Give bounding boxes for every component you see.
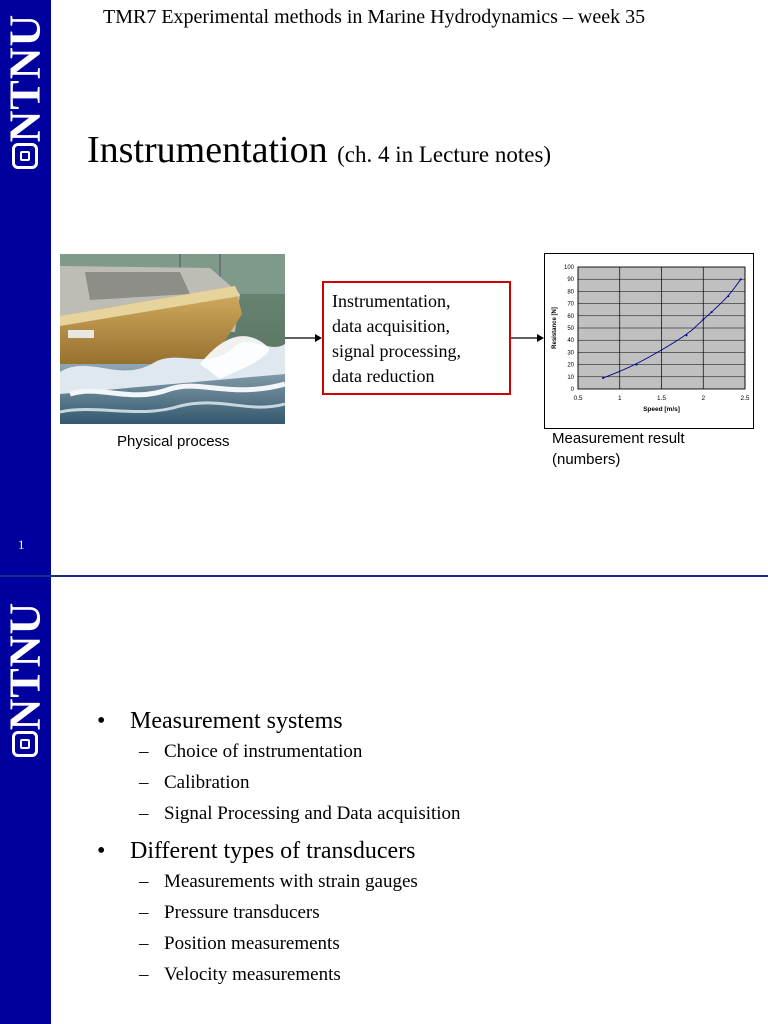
ship-model-image	[60, 254, 285, 424]
data-point	[711, 311, 713, 313]
physical-process-caption: Physical process	[117, 433, 230, 450]
process-line: Instrumentation,	[332, 291, 451, 311]
result-caption-line: (numbers)	[552, 451, 621, 468]
bullet-item: • Measurement systems	[97, 708, 461, 735]
ntnu-logo-text: NTNU	[0, 13, 50, 143]
data-point	[686, 334, 688, 336]
chart-svg	[545, 254, 753, 428]
x-axis-label: Speed [m/s]	[643, 406, 680, 413]
x-tick-label: 2.5	[740, 395, 750, 402]
process-line: data reduction	[332, 366, 435, 386]
ntnu-logo	[0, 0, 51, 160]
sub-bullet-item: – Measurements with strain gauges	[97, 871, 461, 902]
y-tick-label: 0	[570, 387, 574, 393]
y-tick-label: 20	[567, 362, 574, 369]
ntnu-logo-text: NTNU	[0, 601, 50, 731]
bullet-list	[97, 708, 461, 995]
ntnu-logo	[0, 588, 51, 748]
slide-title-sub: (ch. 4 in Lecture notes)	[337, 142, 552, 167]
x-tick-label: 1.5	[656, 395, 667, 402]
y-tick-label: 100	[563, 265, 574, 271]
y-tick-label: 80	[567, 289, 574, 296]
ntnu-sidebar	[0, 0, 51, 576]
data-point	[740, 278, 742, 280]
slide-separator	[0, 575, 768, 577]
x-tick-label: 1	[617, 395, 622, 402]
measurement-result-caption	[552, 428, 685, 470]
sub-bullet-item: – Calibration	[97, 772, 461, 803]
data-point	[727, 295, 729, 297]
ntnu-sidebar	[0, 576, 51, 1024]
data-point	[702, 318, 704, 320]
resistance-chart	[544, 253, 754, 429]
x-tick-label: 2	[701, 395, 706, 402]
y-tick-label: 70	[567, 301, 574, 308]
sub-bullet-item: – Choice of instrumentation	[97, 741, 461, 772]
sub-bullet-item: – Velocity measurements	[97, 964, 461, 995]
process-line: data acquisition,	[332, 316, 450, 336]
y-tick-label: 50	[567, 326, 574, 332]
y-axis-label: Resistance [N]	[552, 307, 558, 349]
data-point	[635, 364, 637, 366]
y-tick-label: 60	[567, 313, 574, 320]
ship-model-photo	[60, 254, 285, 424]
arrow-right-icon	[511, 332, 545, 344]
result-caption-line: Measurement result	[552, 430, 685, 447]
y-tick-label: 30	[567, 350, 574, 357]
slide-2	[0, 576, 768, 1024]
x-tick-label: 0.5	[573, 395, 583, 402]
slide-title	[87, 128, 551, 172]
processing-box	[322, 281, 511, 395]
data-point	[602, 377, 604, 379]
sub-bullet-item: – Position measurements	[97, 933, 461, 964]
sub-bullet-item: – Pressure transducers	[97, 902, 461, 933]
sub-bullet-item: – Signal Processing and Data acquisition	[97, 803, 461, 834]
process-line: signal processing,	[332, 341, 461, 361]
ntnu-mark-icon	[12, 143, 38, 169]
y-tick-label: 40	[567, 338, 574, 345]
y-tick-label: 90	[567, 277, 574, 284]
course-header: TMR7 Experimental methods in Marine Hydrodynamics – week 35	[103, 6, 646, 28]
ntnu-mark-icon	[12, 731, 38, 757]
arrow-right-icon	[285, 332, 323, 344]
page-number: 1	[18, 537, 25, 552]
slide-title-main: Instrumentation	[87, 129, 328, 171]
bullet-item: • Different types of transducers	[97, 838, 461, 865]
y-tick-label: 10	[567, 374, 574, 381]
